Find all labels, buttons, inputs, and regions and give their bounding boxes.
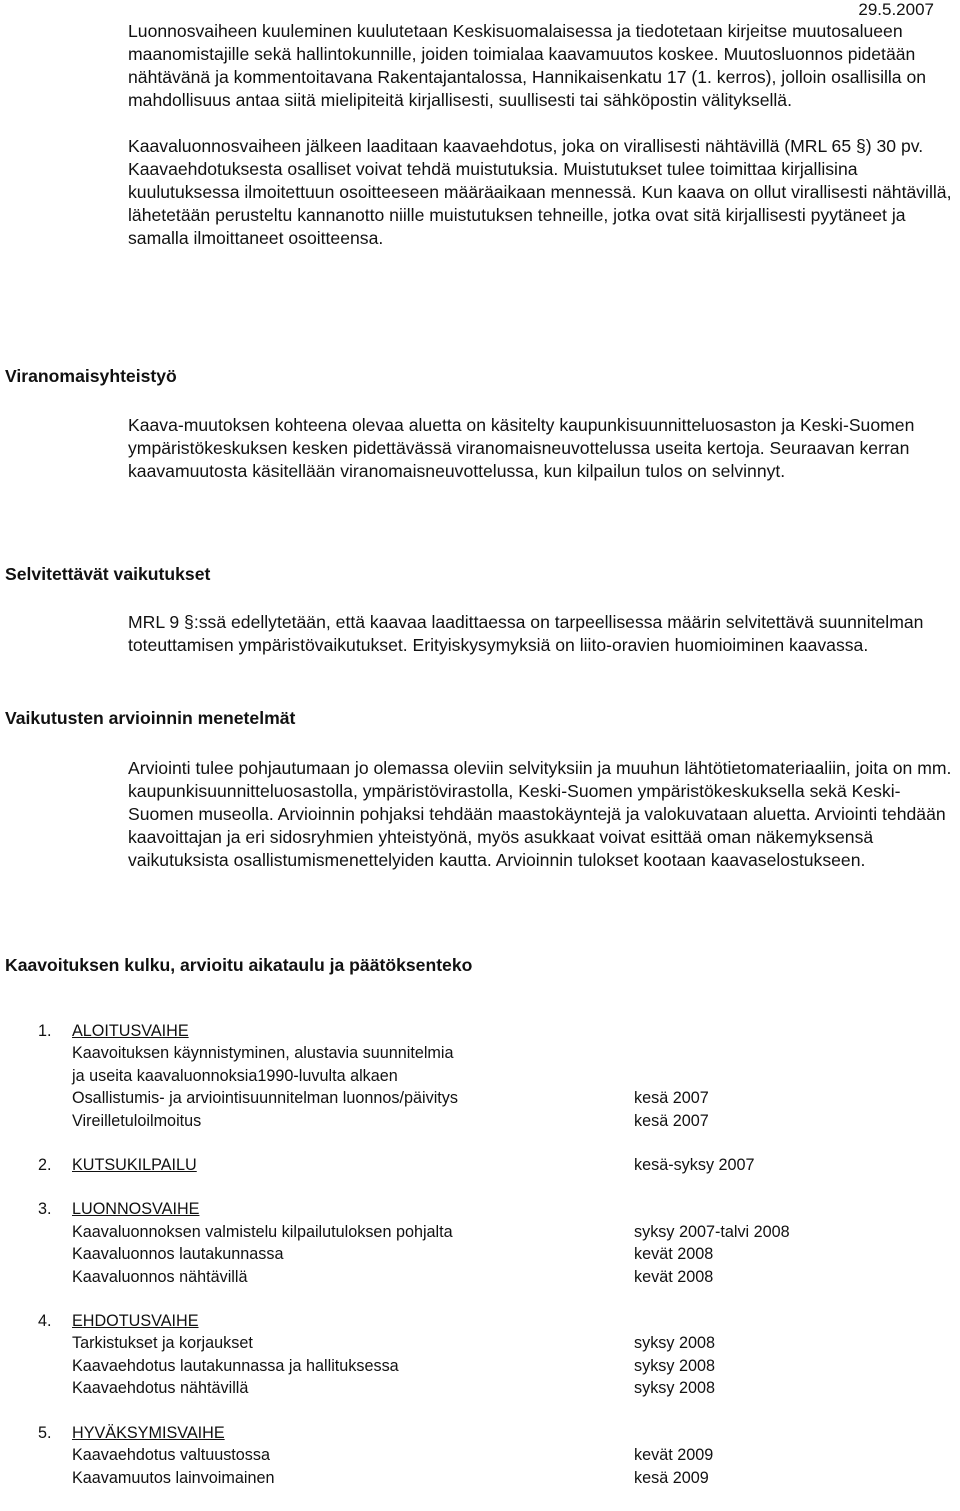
schedule-row bbox=[38, 1110, 938, 1132]
row-timing: syksy 2007-talvi 2008 bbox=[634, 1222, 790, 1241]
schedule-row bbox=[38, 1444, 938, 1466]
schedule-row bbox=[38, 1243, 938, 1265]
intro-paragraph-1: Luonnosvaiheen kuuleminen kuulutetaan Keskisuomalaisessa ja tiedotetaan kirjeitse muutosalueen maanomistajille sekä hallintokunnille, joiden toimialaa kaavamuutos koskee. Muutosluonnos pidetään nähtävänä ja kommentoitavana Rakentajantalossa, Hannikaisenkatu 17 (1. kerros), jolloin osallisilla on mahdollisuus antaa siitä mielipiteitä kirjallisesti, suullisesti tai sähköpostin välityksellä. bbox=[128, 21, 927, 110]
row-task: Kaavaluonnos lautakunnassa bbox=[72, 1245, 284, 1264]
phase-name: EHDOTUSVAIHE bbox=[72, 1312, 199, 1331]
phase-header bbox=[38, 1154, 938, 1176]
row-timing: syksy 2008 bbox=[634, 1334, 715, 1353]
arvioinnin-menetelmat-text: Arviointi tulee pohjautumaan jo olemassa oleviin selvityksiin ja muuhun lähtötietomateriaaliin, joita on mm. kaupunkisuunnitteluosastolla, ympäristövirastolla, Keski-Suomen ympäristökeskuksella sekä Keski-Suomen museolla. Arvioinnin pohjaksi tehdään maastokäyntejä ja valokuvataan aluetta. Arviointi tehdään kaavoittajan ja eri sidosryhmien yhteistyönä, myös asukkaat voivat esittää oman näkemyksensä vaikutuksista osallistumismenettelyiden kautta. Arvioinnin tulokset kootaan kaavaselostukseen. bbox=[128, 758, 952, 870]
phase-name: ALOITUSVAIHE bbox=[72, 1022, 189, 1040]
row-task: Kaavaehdotus valtuustossa bbox=[72, 1446, 270, 1465]
row-timing: kesä 2007 bbox=[634, 1111, 709, 1130]
row-task: Kaavaehdotus nähtävillä bbox=[72, 1379, 249, 1398]
phase-number: 4. bbox=[38, 1312, 52, 1331]
selvitettavat-vaikutukset-text: MRL 9 §:ssä edellytetään, että kaavaa laadittaessa on tarpeellisessa määrin selvitettävä suunnitelman toteuttamisen ympäristövaikutukset. Erityiskysymyksiä on liito-oravien huomioiminen kaavassa. bbox=[128, 612, 924, 655]
heading-viranomaisyhteistyo: Viranomaisyhteistyö bbox=[5, 366, 177, 386]
phase-header bbox=[38, 1198, 938, 1220]
heading-selvitettavat-vaikutukset: Selvitettävät vaikutukset bbox=[5, 564, 211, 584]
phase-number: 1. bbox=[38, 1022, 52, 1040]
row-timing: kevät 2008 bbox=[634, 1245, 714, 1264]
schedule-row bbox=[38, 1332, 938, 1354]
row-task: Kaavaehdotus lautakunnassa ja hallituksessa bbox=[72, 1356, 399, 1375]
intro-paragraph-2: Kaavaluonnosvaiheen jälkeen laaditaan kaavaehdotus, joka on virallisesti nähtävillä (MRL 65 §) 30 pv. Kaavaehdotuksesta osalliset voivat tehdä muistutuksia. Muistutukset tulee toimittaa kirjallisina kuulutuksessa ilmoitettuun osoitteeseen määräaikaan mennessä. Kun kaava on ollut virallisesti nähtävillä, lähetetään perusteltu kannanotto niille muistutuksen tehneille, jotka ovat sitä kirjallisesti pyytäneet ja samalla ilmoittaneet osoitteensa. bbox=[128, 136, 952, 248]
phase-name: HYVÄKSYMISVAIHE bbox=[72, 1423, 225, 1442]
phase-name: KUTSUKILPAILU bbox=[72, 1156, 197, 1175]
phase-header bbox=[38, 1310, 938, 1332]
row-task: ja useita kaavaluonnoksia1990-luvulta alkaen bbox=[72, 1066, 398, 1085]
schedule-phase bbox=[38, 1422, 938, 1489]
row-timing: kesä 2009 bbox=[634, 1468, 709, 1487]
schedule-row bbox=[38, 1355, 938, 1377]
schedule-phase bbox=[38, 1310, 938, 1400]
phase-number: 5. bbox=[38, 1423, 52, 1442]
phase-number: 3. bbox=[38, 1200, 52, 1219]
phase-timing: kesä-syksy 2007 bbox=[634, 1156, 755, 1175]
row-timing: syksy 2008 bbox=[634, 1356, 715, 1375]
row-timing: kevät 2008 bbox=[634, 1267, 714, 1286]
row-task: Kaavoituksen käynnistyminen, alustavia suunnitelmia bbox=[72, 1044, 454, 1063]
row-task: Kaavamuutos lainvoimainen bbox=[72, 1468, 275, 1487]
phase-name: LUONNOSVAIHE bbox=[72, 1200, 200, 1219]
page-date: 29.5.2007 bbox=[858, 0, 934, 19]
schedule-phase bbox=[38, 1020, 938, 1132]
schedule-phase bbox=[38, 1154, 938, 1176]
schedule-row bbox=[38, 1266, 938, 1288]
row-task: Vireilletuloilmoitus bbox=[72, 1111, 202, 1130]
schedule-list bbox=[38, 1020, 938, 1511]
schedule-phase bbox=[38, 1198, 938, 1288]
row-timing: syksy 2008 bbox=[634, 1379, 715, 1398]
schedule-row bbox=[38, 1467, 938, 1489]
row-task: Kaavaluonnos nähtävillä bbox=[72, 1267, 248, 1286]
phase-number: 2. bbox=[38, 1156, 52, 1175]
row-task: Tarkistukset ja korjaukset bbox=[72, 1334, 253, 1353]
schedule-row bbox=[38, 1065, 938, 1087]
row-timing: kesä 2007 bbox=[634, 1089, 709, 1108]
viranomaisyhteistyo-text: Kaava-muutoksen kohteena olevaa aluetta on käsitelty kaupunkisuunnitteluosaston ja Keski-Suomen ympäristökeskuksen kesken pidettävässä viranomaisneuvottelussa useita kertoja. Seuraavan kerran kaavamuutosta käsitellään viranomaisneuvottelussa, kun kilpailun tulos on selvinnyt. bbox=[128, 415, 915, 481]
phase-header bbox=[38, 1020, 938, 1042]
row-task: Osallistumis- ja arviointisuunnitelman luonnos/päivitys bbox=[72, 1089, 458, 1108]
schedule-row bbox=[38, 1377, 938, 1399]
row-task: Kaavaluonnoksen valmistelu kilpailutuloksen pohjalta bbox=[72, 1222, 453, 1241]
schedule-row bbox=[38, 1087, 938, 1109]
intro-text bbox=[128, 20, 958, 250]
schedule-row bbox=[38, 1042, 938, 1064]
phase-header bbox=[38, 1422, 938, 1444]
row-timing: kevät 2009 bbox=[634, 1446, 714, 1465]
heading-vaikutusten-arvioinnin-menetelmat: Vaikutusten arvioinnin menetelmät bbox=[5, 708, 296, 728]
schedule-row bbox=[38, 1221, 938, 1243]
heading-kaavoituksen-kulku: Kaavoituksen kulku, arvioitu aikataulu ja päätöksenteko bbox=[5, 955, 473, 975]
